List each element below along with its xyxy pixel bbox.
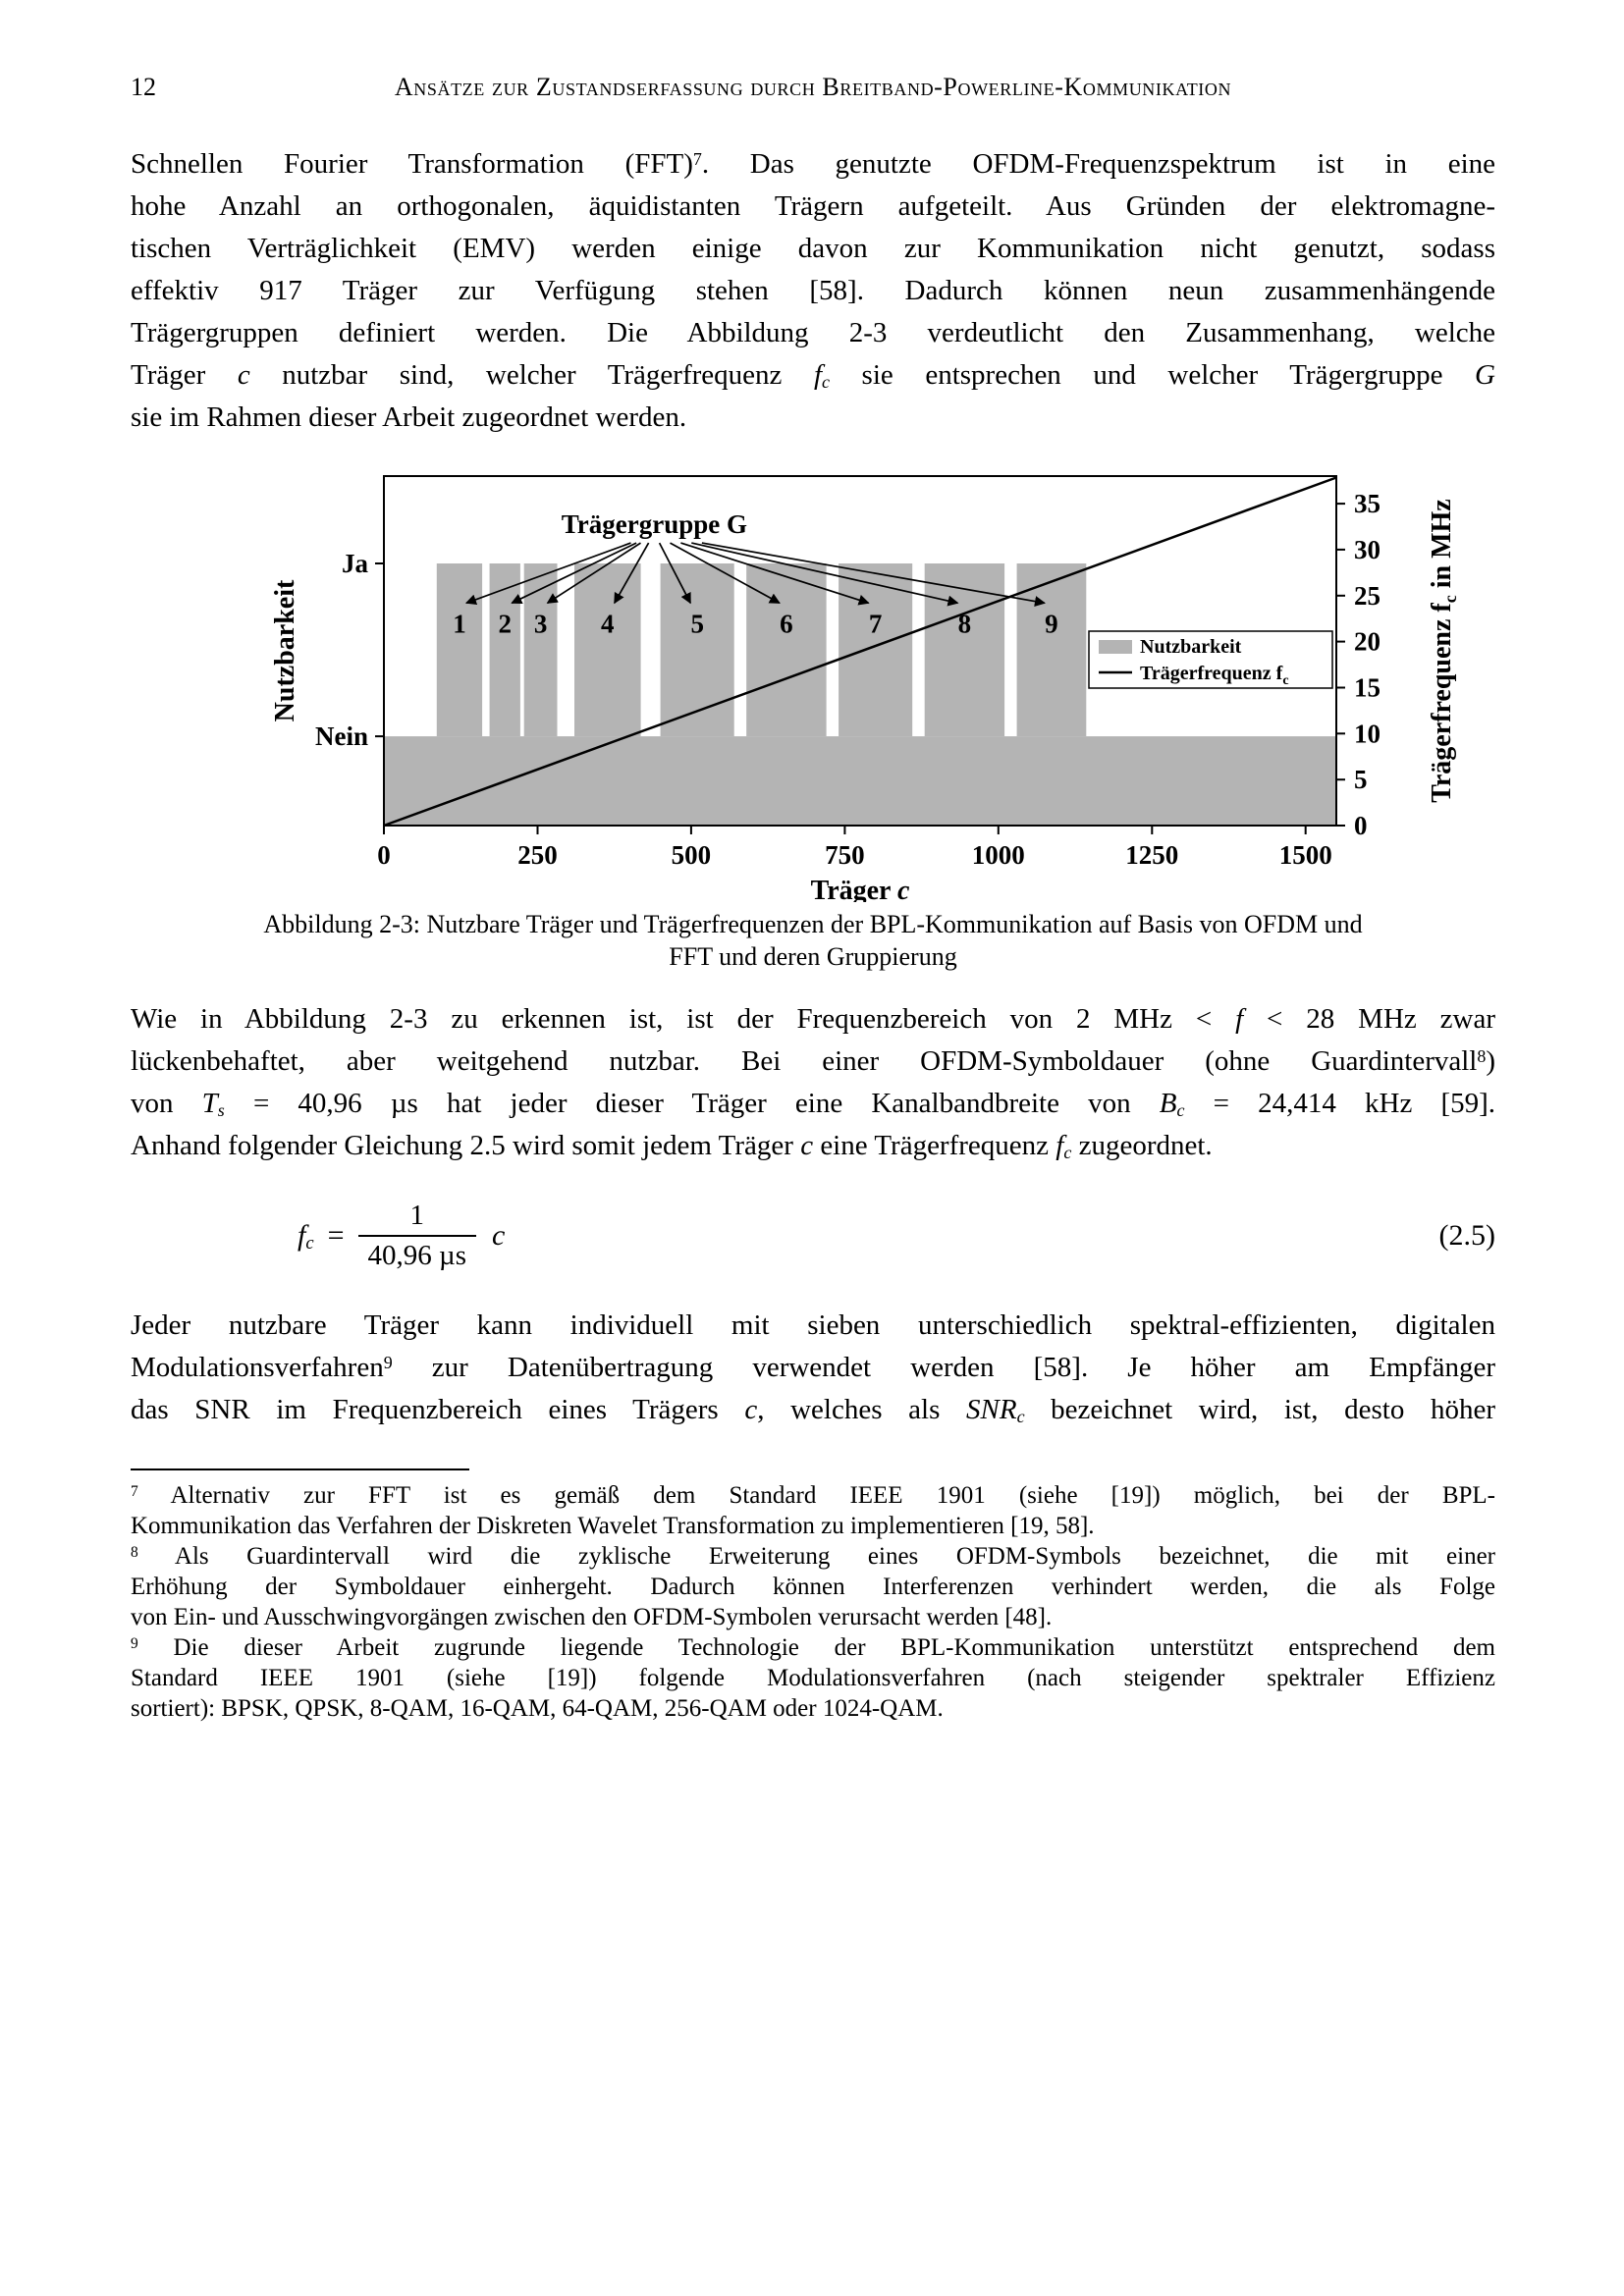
figure-caption [131,908,1495,973]
group-number: 4 [601,609,615,639]
math-symbol: G [1475,359,1495,391]
text-line: von $T_s = 40,96$ µs hat jeder dieser Träger eine Kanalbandbreite von $B_c = 24,414$ kHz [59]. [131,1088,1496,1120]
svg-text:Ja: Ja [342,549,368,578]
svg-text:1250: 1250 [1125,840,1179,870]
math-symbol: c [744,1394,758,1425]
svg-text:10: 10 [1354,719,1380,749]
page-number: 12 [131,73,156,101]
math-symbol: T [201,1088,218,1119]
equation-2-5 [131,1189,1495,1283]
superscript-ref: 9 [383,1352,393,1372]
text-line: Erhöhung der Symboldauer einhergeht. Dadurch können Interferenzen verhindert werden, die als Folge [131,1574,1495,1600]
equation-number: (2.5) [1438,1219,1495,1252]
superscript-ref: 8 [1477,1045,1487,1066]
left-y-axis [270,549,384,751]
text-line: Träger c nutzbar sind, welcher Trägerfrequenz $f_c$ sie entsprechen und welcher Trägergruppe G [131,359,1495,392]
chart-svg [131,460,1495,902]
figure-caption-line2: FFT und deren Gruppierung [669,942,957,971]
text-line: Wie in Abbildung 2-3 zu erkennen ist, ist der Frequenzbereich von 2 MHz < f < 28 MHz zwar [131,1003,1495,1035]
figure-chart [131,460,1495,902]
text-line: Standard IEEE 1901 (siehe [19]) folgende Modulationsverfahren (nach steigender spektraler Effizienz [131,1665,1495,1691]
left-y-axis-title: Nutzbarkeit [270,579,300,722]
paragraph-intro [131,143,1495,439]
text-line: hohe Anzahl an orthogonalen, äquidistanten Trägern aufgeteilt. Aus Gründen der elektromagne- [131,190,1495,222]
usability-bars [384,563,1336,826]
math-subscript: c [1063,1142,1072,1162]
svg-text:0: 0 [1354,811,1368,840]
text-line: tischen Verträglichkeit (EMV) werden einige davon zur Kommunikation nicht genutzt, sodass [131,233,1495,264]
math-symbol: B [1159,1088,1177,1119]
equation-math [298,1200,505,1272]
figure-caption-line1: Abbildung 2-3: Nutzbare Träger und Trägerfrequenzen der BPL-Kommunikation auf Basis von OFDM und [263,910,1363,938]
group-number: 3 [533,609,548,639]
text-line: Schnellen Fourier Transformation (FFT)$^7$. Das genutzte OFDM-Frequenzspektrum ist in eine [131,148,1496,180]
group-number: 6 [780,609,793,639]
math-subscript: c [1016,1406,1025,1426]
svg-text:1500: 1500 [1278,840,1332,870]
group-number: 9 [1045,609,1058,639]
text-line: $^8$ Als Guardintervall wird die zyklische Erweiterung eines OFDM-Symbols bezeichnet, die mit einer [131,1543,1495,1570]
footnote-9 [131,1632,1495,1724]
paragraph-frequency [131,998,1495,1167]
text-line: von Ein- und Ausschwingvorgängen zwischen den OFDM-Symbolen verursacht werden [48]. [131,1604,1053,1630]
legend [1089,631,1332,688]
math-subscript: c [1176,1099,1185,1120]
math-subscript: c [822,371,830,392]
svg-text:35: 35 [1354,489,1380,519]
text-line: sie im Rahmen dieser Arbeit zugeordnet werden. [131,401,687,433]
math-symbol: f [1235,1003,1244,1035]
footnotes [131,1480,1495,1724]
text-line: Jeder nutzbare Träger kann individuell mit sieben unterschiedlich spektral-effizienten, digitalen [131,1309,1495,1341]
legend-patch-usability [1099,640,1132,654]
group-number: 1 [453,609,466,639]
equation-lhs: $f_c$ [298,1219,314,1255]
running-title: Ansätze zur Zustandserfassung durch Breitband-Powerline-Kommunikation [394,73,1232,101]
right-y-axis-title: Trägerfrequenz $f_c$ in MHz [1427,499,1460,803]
group-number: 5 [690,609,704,639]
footnote-7 [131,1480,1495,1541]
svg-text:500: 500 [671,840,712,870]
group-number: 8 [957,609,972,639]
group-annotation: Trägergruppe G [561,509,748,540]
svg-text:30: 30 [1354,534,1380,564]
legend-label-frequency: Trägerfrequenz $f_c$ [1140,663,1289,688]
group-number: 2 [498,609,513,639]
x-axis-title: Träger c [810,876,910,902]
text-line: Kommunikation das Verfahren der Diskreten Wavelet Transformation zu implementieren [19, 58]. [131,1513,1095,1539]
svg-text:20: 20 [1354,626,1380,657]
math-symbol: f [813,359,823,391]
fraction-denominator: 40,96 µs [358,1235,477,1272]
math-symbol: f [1056,1130,1064,1161]
svg-text:15: 15 [1354,672,1380,703]
math-symbol: SNR [966,1394,1017,1425]
figure-2-3 [131,460,1495,973]
math-subscript: s [217,1099,225,1120]
superscript-ref: 8 [131,1544,138,1562]
svg-text:Nein: Nein [315,721,368,752]
text-line: Modulationsverfahren$^9$ zur Datenübertragung verwendet werden [58]. Je höher am Empfänger [131,1352,1495,1383]
svg-text:25: 25 [1354,580,1380,611]
fraction [358,1200,477,1272]
superscript-ref: 9 [131,1635,138,1653]
svg-text:750: 750 [825,840,865,870]
superscript-ref: 7 [692,148,702,169]
footnote-8 [131,1541,1495,1632]
equation-variable: c [492,1219,506,1252]
equals-sign: = [327,1219,345,1252]
legend-label-usability: Nutzbarkeit [1140,636,1242,658]
text-line: $^7$ Alternativ zur FFT ist es gemäß dem Standard IEEE 1901 (siehe [19]) möglich, bei der BPL- [131,1482,1495,1509]
text-line: effektiv 917 Träger zur Verfügung stehen [58]. Dadurch können neun zusammenhängende [131,275,1495,306]
x-axis [377,826,1331,902]
text-line: Trägergruppen definiert werden. Die Abbildung 2-3 verdeutlicht den Zusammenhang, welche [131,317,1495,348]
svg-text:250: 250 [517,840,558,870]
right-y-axis [1336,489,1460,840]
text-line: $^9$ Die dieser Arbeit zugrunde liegende Technologie der BPL-Kommunikation unterstützt entsprechend dem [131,1634,1495,1661]
fraction-numerator: 1 [409,1200,425,1231]
text-line: das SNR im Frequenzbereich eines Trägers c, welches als $SNR_c$ bezeichnet wird, ist, desto höher [131,1394,1496,1426]
svg-text:0: 0 [377,840,391,870]
math-symbol: c [800,1130,814,1161]
text-line: sortiert): BPSK, QPSK, 8-QAM, 16-QAM, 64-QAM, 256-QAM oder 1024-QAM. [131,1695,944,1722]
group-number: 7 [868,609,883,639]
text-line: Anhand folgender Gleichung 2.5 wird somit jedem Träger c eine Trägerfrequenz $f_c$ zugeordnet. [131,1130,1213,1162]
text-line: lückenbehaftet, aber weitgehend nutzbar. Bei einer OFDM-Symboldauer (ohne Guardintervall$^8$) [131,1045,1495,1077]
page-content [131,0,1495,1724]
footnote-separator [131,1468,469,1470]
superscript-ref: 7 [131,1483,138,1501]
math-symbol: c [237,359,250,391]
svg-text:5: 5 [1354,765,1368,795]
svg-text:1000: 1000 [971,840,1025,870]
running-header [131,73,1495,102]
paragraph-modulation [131,1305,1495,1431]
